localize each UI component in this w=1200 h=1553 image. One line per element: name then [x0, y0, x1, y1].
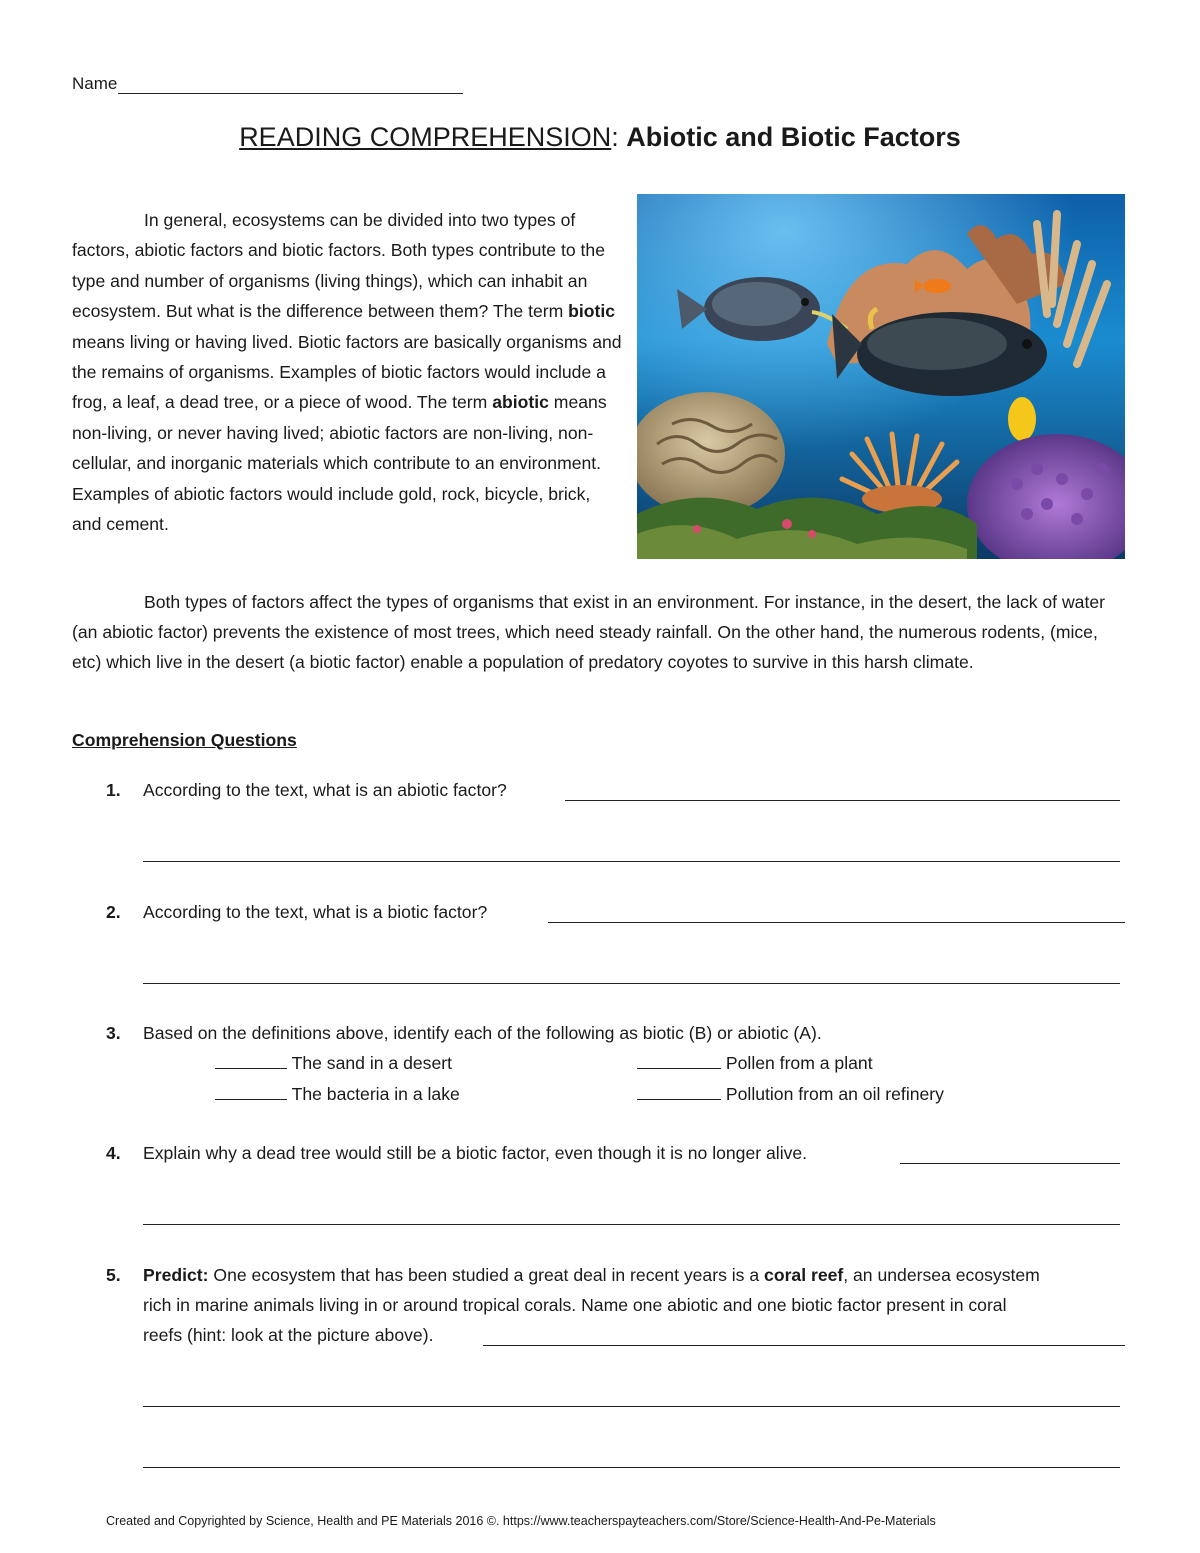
- predict-label: Predict:: [143, 1265, 209, 1285]
- q3-item-pollen-text: Pollen from a plant: [725, 1053, 873, 1073]
- q3-blank-pollen[interactable]: [637, 1054, 721, 1069]
- title-underlined: READING COMPREHENSION: [239, 122, 612, 152]
- question-5-text-b: , an undersea ecosystem: [843, 1265, 1040, 1285]
- passage-paragraph-2: [72, 587, 1128, 677]
- title-bold: Abiotic and Biotic Factors: [626, 122, 961, 152]
- question-1-text: According to the text, what is an abiotic factor?: [143, 780, 507, 800]
- passage-paragraph-1: [72, 205, 622, 539]
- question-2-text: According to the text, what is a biotic factor?: [143, 902, 488, 922]
- coral-reef-photo: [637, 194, 1125, 559]
- passage-text-segment: means non-living, or never having lived; abiotic factors are non-living, non-cellular, and inorganic materials which contribute to an environment. Examples of abiotic factors would include gold, rock, bicycle, brick, and cement.: [72, 392, 607, 535]
- question-4-answer-line-1[interactable]: [900, 1163, 1120, 1164]
- question-5-answer-line-2[interactable]: [143, 1406, 1120, 1407]
- name-label: Name: [72, 74, 118, 93]
- q3-blank-bacteria[interactable]: [215, 1085, 287, 1100]
- q3-item-bacteria: [215, 1084, 460, 1105]
- passage-text-segment: In general, ecosystems can be divided into two types of factors, abiotic factors and biotic factors. Both types contribute to the type and number of organisms (living things), which can inhabit an ecosystem. But what is the difference between them? The term: [72, 210, 605, 322]
- question-5-line-2: rich in marine animals living in or around tropical corals. Name one abiotic and one biotic factor present in coral: [143, 1295, 1007, 1315]
- name-input-line[interactable]: [118, 77, 463, 94]
- page-title: [0, 122, 1200, 153]
- comprehension-heading: Comprehension Questions: [72, 730, 297, 750]
- question-3-number: 3.: [106, 1023, 121, 1043]
- question-5-answer-line-3[interactable]: [143, 1467, 1120, 1468]
- q3-item-sand: [215, 1053, 452, 1074]
- q3-item-pollution: [637, 1084, 944, 1105]
- question-5-answer-line-1[interactable]: [483, 1345, 1125, 1346]
- question-1-number: 1.: [106, 780, 121, 800]
- q3-item-sand-text: The sand in a desert: [291, 1053, 452, 1073]
- question-5-line-1: [143, 1265, 1040, 1286]
- passage-bold-term: abiotic: [492, 392, 549, 413]
- question-1-answer-line-2[interactable]: [143, 861, 1120, 862]
- question-4-answer-line-2[interactable]: [143, 1224, 1120, 1225]
- name-field-row: [72, 74, 463, 94]
- question-5-text-a: One ecosystem that has been studied a great deal in recent years is a: [208, 1265, 765, 1285]
- question-4-text: Explain why a dead tree would still be a biotic factor, even though it is no longer alive.: [143, 1143, 808, 1163]
- passage-text-segment: means living or having lived. Biotic factors are basically organisms and the remains of organisms. Examples of biotic factors would include a frog, a leaf, a dead tree, or a piece of wood. The term: [72, 331, 622, 413]
- question-5-line-3: reefs (hint: look at the picture above).: [143, 1325, 434, 1345]
- passage-paragraph-2-text: Both types of factors affect the types of organisms that exist in an environment. For instance, in the desert, the lack of water (an abiotic factor) prevents the existence of most trees, which need steady rainfall. On the other hand, the numerous rodents, (mice, etc) which live in the desert (a biotic factor) enable a population of predatory coyotes to survive in this harsh climate.: [72, 592, 1105, 672]
- question-2-answer-line-2[interactable]: [143, 983, 1120, 984]
- q3-item-pollen: [637, 1053, 873, 1074]
- q3-blank-pollution[interactable]: [637, 1085, 721, 1100]
- q3-item-pollution-text: Pollution from an oil refinery: [725, 1084, 944, 1104]
- coral-reef-photo-icon: [637, 194, 1125, 559]
- question-2-number: 2.: [106, 902, 121, 922]
- copyright-footer: Created and Copyrighted by Science, Health and PE Materials 2016 ©. https://www.teacherspayteachers.com/Store/Science-Health-And-Pe-Materials: [106, 1514, 936, 1528]
- question-5-number: 5.: [106, 1265, 121, 1285]
- question-4-number: 4.: [106, 1143, 121, 1163]
- q3-item-bacteria-text: The bacteria in a lake: [291, 1084, 460, 1104]
- title-colon: :: [611, 122, 627, 152]
- question-3-text: Based on the definitions above, identify each of the following as biotic (B) or abiotic (A).: [143, 1023, 822, 1043]
- question-2-answer-line-1[interactable]: [548, 922, 1125, 923]
- passage-bold-term: biotic: [568, 301, 616, 322]
- coral-reef-term: coral reef: [764, 1265, 844, 1285]
- q3-blank-sand[interactable]: [215, 1054, 287, 1069]
- question-1-answer-line-1[interactable]: [565, 800, 1120, 801]
